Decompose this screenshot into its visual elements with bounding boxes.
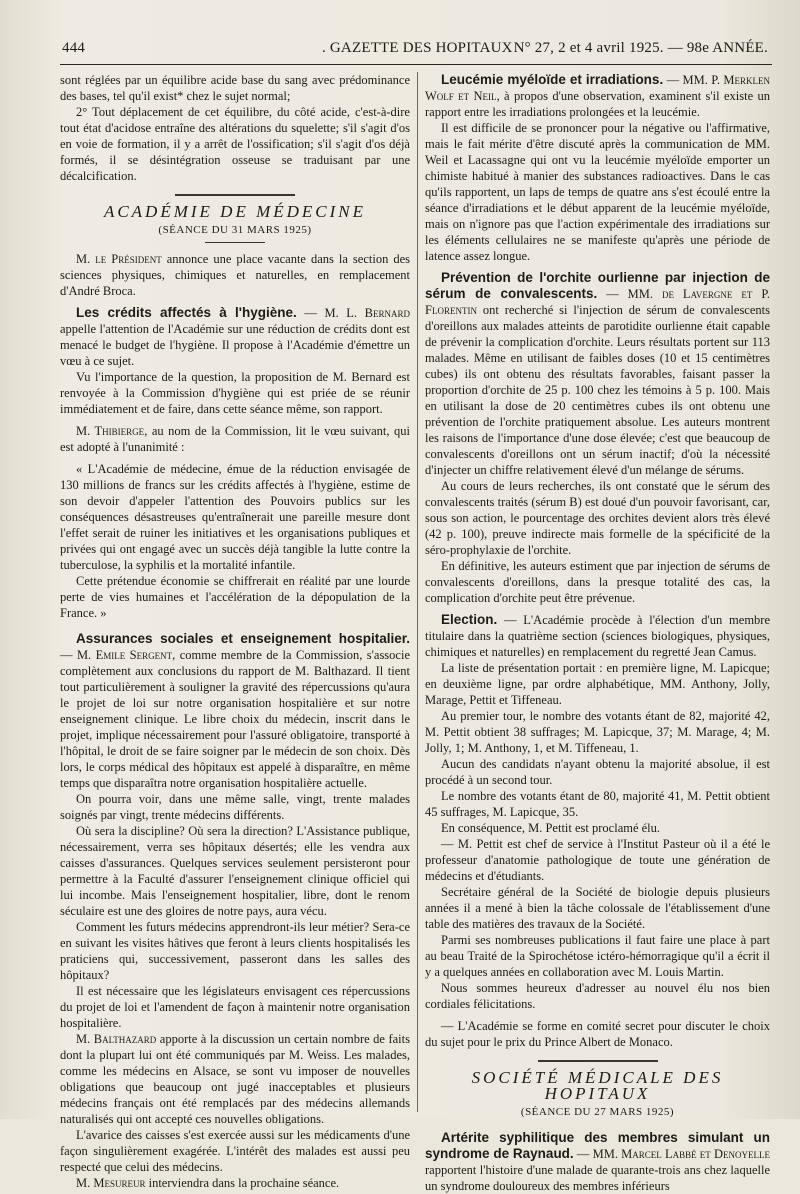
speaker-name: M. Balthazard bbox=[76, 1032, 157, 1046]
paragraph-text: annonce une place vacante dans la section des sciences physiques, chimiques et naturelles, en remplacement d'André Broca. bbox=[60, 252, 410, 298]
paragraph: Vu l'importance de la question, la proposition de M. Bernard est renvoyée à la Commission d'hygiène qui est priée de se réunir immédiatement et de faire, dans cette séance même, son rapport. bbox=[60, 370, 410, 416]
section-title: ACADÉMIE DE MÉDECINE bbox=[103, 202, 367, 221]
session-date: (SÉANCE DU 27 MARS 1925) bbox=[520, 1106, 675, 1118]
paragraph-text: ont recherché si l'injection de sérum de convalescents d'oreillons aux malades atteints de parotidite ourlienne était capable de prévenir la complication d'orchite. Leurs résultats portent sur 113 malades. Même en utilisant de faibles doses (10 et 15 centimètres cubes) ils ont obtenu des résultats favorables, faisant passer la proportion d'orchite de 25 p. 100 chez les témoins à 5 p. 100. Mais en utilisant la dose de 20 centimètres cubes ils ont obtenu une prévention de l'orchite pratiquement absolue. Les auteurs montrent les raisons de l'importance d'une dose élevée; c'est que beaucoup de convalescents d'oreillons ont un sérum inactif; d'où la nécessité d'injecter un chiffre relativement élevé d'un mélange de sérums. bbox=[425, 303, 770, 477]
right-column bbox=[425, 72, 770, 1194]
paragraph-text: , au nom de la Commission, lit le vœu suivant, qui est adopté à l'unanimité : bbox=[60, 424, 410, 454]
paragraph: Il est nécessaire que les législateurs envisagent ces répercussions du projet de loi et l'amendent de façon à maintenir notre organisation hospitalière. bbox=[60, 984, 410, 1030]
paragraph: Prévention de l'orchite ourlienne par injection de sérum de convalescents. — MM. de Lavergne et P. Florentin ont recherché si l'injection de sérum de convalescents d'oreillons aux malades atteints de parotidite ourlienne était capable de prévenir la complication d'orchite. Leurs résultats portent sur 113 malades. Même en utilisant de faibles doses (10 et 15 centimètres cubes) ils ont obtenu des résultats favorables, faisant passer la proportion d'orchite de 25 p. 100 chez les témoins à 5 p. 100. Mais en utilisant la dose de 20 centimètres cubes ils ont obtenu une prévention de l'orchite pratiquement absolue. Les auteurs montrent les raisons de l'importance d'une dose élevée; c'est que beaucoup de convalescents d'oreillons ont un sérum inactif; d'où la nécessité d'injecter un chiffre relativement élevé d'un mélange de sérums. bbox=[425, 270, 771, 477]
paragraph-text: apporte à la discussion un certain nombre de faits dont la plupart lui ont été communiqués par M. Weiss. Les malades, comme les médecins en Alsace, se sont vu imposer de nouvelles obligations que beaucoup ont jugé inacceptables et plusieurs médecins français ont été remplacés par des médecins allemands naturalisés qui ont accepté ces nouvelles obligations. bbox=[60, 1032, 410, 1126]
paragraph: — L'Académie se forme en comité secret pour discuter le choix du sujet pour le prix du Prince Albert de Monaco. bbox=[425, 1019, 770, 1049]
paragraph: Artérite syphilitique des membres simulant un syndrome de Raynaud. — MM. Marcel Labbé et Denoyelle rapportent l'histoire d'une malade de quarante-trois ans chez laquelle un syndrome douloureux des membres inférieurs bbox=[425, 1130, 770, 1193]
column-divider bbox=[417, 72, 418, 1112]
article-heading: Prévention de l'orchite ourlienne par injection de sérum de convalescents. bbox=[425, 270, 770, 301]
paragraph: Au premier tour, le nombre des votants étant de 82, majorité 42, M. Pettit obtient 38 suffrages; M. Lapicque, 37; M. Marage, 4; M. Jolly, 1; M. Anthony, 1, et M. Tiffeneau, 1. bbox=[425, 709, 770, 755]
article-heading: Leucémie myéloïde et irradiations. bbox=[441, 72, 664, 87]
journal-title: . GAZETTE DES HOPITAUX bbox=[322, 40, 513, 56]
paragraph: Comment les futurs médecins apprendront-ils leur métier? Sera-ce en suivant les visites hâtives que feront à leurs clients hospitalisés les praticiens qui, successivement, passeront dans les salles des hôpitaux? bbox=[60, 920, 410, 982]
page-header bbox=[62, 38, 768, 62]
issue-info: N° 27, 2 et 4 avril 1925. — 98e ANNÉE. bbox=[513, 40, 768, 56]
paragraph: En conséquence, M. Pettit est proclamé élu. bbox=[441, 821, 661, 835]
paragraph bbox=[425, 612, 770, 660]
paragraph: sont réglées par un équilibre acide base du sang avec prédominance des bases, tel qu'il exist* chez le sujet normal; bbox=[60, 73, 410, 103]
speaker-name: MM. Marcel Labbé et Denoyelle bbox=[592, 1147, 770, 1161]
paragraph-text: , à propos d'une observation, examinent s'il existe un rapport entre les irradiations prolongées et la leucémie. bbox=[425, 89, 770, 119]
speaker-name: MM. P. Merklen Wolf et Neil bbox=[425, 73, 771, 103]
article-heading: Assurances sociales et enseignement hospitalier. bbox=[76, 631, 410, 646]
paragraph: Au cours de leurs recherches, ils ont constaté que le sérum des convalescents traités (sérum B) est doué d'un pouvoir favorisant, car, sous son action, le pourcentage des orchites devient alors très élevé (42 p. 100), preuve indirecte mais formelle de la spécificité de la séro-prophylaxie de l'orchite. bbox=[425, 479, 770, 557]
speaker-name: MM. de Lavergne et P. Florentin bbox=[425, 287, 771, 317]
paragraph: Où sera la discipline? Où sera la direction? L'Assistance publique, nécessairement, verra ses hôpitaux désertés; elle les vendra aux caisses d'assurances. Quelques services seulement persisteront pour permettre à la Faculté d'assurer l'enseignement clinique officiel qui lui incombe. Mais l'enseignement hospitalier, libre, dont le renom séculaire est une des gloires de notre pays, aura vécu. bbox=[60, 824, 410, 918]
speaker-name: M. Emile Sergent bbox=[76, 648, 173, 662]
paragraph bbox=[60, 251, 410, 299]
paragraph: Assurances sociales et enseignement hospitalier. — M. Emile Sergent, comme membre de la Commission, s'associe complètement aux conclusions du rapport de M. Balthazard. Il tient tout particulièrement à souligner la gravité des répercussions qu'aura le projet de loi sur notre organisation hospitalière et sur notre enseignement clinique. Le libre choix du médecin, inscrit dans le projet, implique nécessairement pour l'assuré obligatoire, transporté à l'hôpital, le droit de se faire soigner par le médecin de son choix. Dès lors, le corps médical des hôpitaux est appelé à disparaître, en même temps que disparaîtra notre organisation hospitalière actuelle. bbox=[60, 631, 410, 790]
paragraph: Secrétaire général de la Société de biologie depuis plusieurs années il a mené à bien la tâche colossale de l'établissement d'une table des matières des travaux de la Société. bbox=[425, 885, 770, 931]
paragraph bbox=[60, 1175, 410, 1191]
header-rule bbox=[60, 64, 772, 65]
article-heading: Les crédits affectés à l'hygiène. bbox=[76, 305, 297, 320]
paragraph-text: interviendra dans la prochaine séance. bbox=[145, 1176, 340, 1190]
paragraph: Cette prétendue économie se chiffrerait en réalité par une lourde perte de vies humaines et l'accélération de la dépopulation de la France. » bbox=[60, 574, 410, 620]
speaker-name: M. L. Bernard bbox=[324, 306, 411, 320]
paragraph: Aucun des candidats n'ayant obtenu la majorité absolue, il est procédé à un second tour. bbox=[425, 757, 770, 787]
section-rule bbox=[175, 194, 295, 196]
speaker-name: M. le Président bbox=[76, 252, 162, 266]
paragraph-text: , comme membre de la Commission, s'associe complètement aux conclusions du rapport de M. Balthazard. Il tient tout particulièrement à souligner la gravité des répercussions qu'aura le projet de loi sur notre organisation hospitalière et sur notre enseignement clinique. Le libre choix du médecin, inscrit dans le projet, implique nécessairement pour l'assuré obligatoire, transporté à l'hôpital, le droit de se faire soigner par le médecin de son choix. Dès lors, le corps médical des hôpitaux est appelé à disparaître, en même temps que disparaîtra notre organisation hospitalière actuelle. bbox=[60, 648, 410, 790]
article-heading: Artérite syphilitique des membres simulant un syndrome de Raynaud. bbox=[425, 1130, 770, 1161]
paragraph: En définitive, les auteurs estiment que par injection de sérums de convalescents d'oreillons, dans la presque totalité des cas, la complication d'orchite peut être prévenue. bbox=[425, 559, 770, 605]
paragraph: Leucémie myéloïde et irradiations. — MM. P. Merklen Wolf et Neil, à propos d'une observation, examinent s'il existe un rapport entre les irradiations prolongées et la leucémie. bbox=[425, 72, 771, 119]
page-number: 444 bbox=[62, 40, 86, 56]
section-title: SOCIÉTÉ MÉDICALE DES HOPITAUX bbox=[471, 1068, 724, 1103]
paragraph-text: rapportent l'histoire d'une malade de quarante-trois ans chez laquelle un syndrome douloureux des membres inférieurs bbox=[425, 1163, 770, 1193]
speaker-name: M. Thibierge bbox=[76, 424, 145, 438]
paragraph bbox=[60, 1031, 410, 1127]
speaker-name: M. Mesureur bbox=[76, 1176, 146, 1190]
paragraph: La liste de présentation portait : en première ligne, M. Lapicque; en deuxième ligne, par ordre alphabétique, MM. Anthony, Jolly, Marage, Pettit et Tiffeneau. bbox=[425, 661, 770, 707]
paragraph: Le nombre des votants étant de 80, majorité 41, M. Pettit obtient 45 suffrages, M. Lapicque, 35. bbox=[425, 789, 770, 819]
paragraph: Nous sommes heureux d'adresser au nouvel élu nos bien cordiales félicitations. bbox=[425, 981, 770, 1011]
session-date: (SÉANCE DU 31 MARS 1925) bbox=[158, 224, 312, 236]
paragraph: Les crédits affectés à l'hygiène. — M. L. Bernard appelle l'attention de l'Académie sur une réduction de crédits dont est menacé le budget de l'hygiène. Il propose à l'Académie d'émettre un vœu à ce sujet. bbox=[60, 305, 411, 368]
article-heading: Election. bbox=[441, 612, 498, 627]
paragraph: L'avarice des caisses s'est exercée aussi sur les médicaments d'une façon singulièrement exagérée. L'intérêt des malades est aussi peu respecté que celui des médecins. bbox=[60, 1128, 410, 1174]
section-rule bbox=[538, 1060, 658, 1062]
divider bbox=[205, 242, 265, 243]
paragraph: On pourra voir, dans une même salle, vingt, trente malades soignés par vingt, trente médecins différents. bbox=[60, 792, 410, 822]
paragraph: « L'Académie de médecine, émue de la réduction envisagée de 130 millions de francs sur les crédits affectés à l'hygiène, estime de son devoir d'appeler l'attention des Pouvoirs publics sur les conséquences désastreuses qu'entraînerait une pareille mesure dont l'effet serait de ruiner les initiatives et les organisations publiques et privées qui ont engagé avec un succès déjà tangible la lutte contre la tuberculose, la syphilis et la mortalité infantile. bbox=[60, 462, 410, 572]
paragraph-text: — L'Académie procède à l'élection d'un membre titulaire dans la quatrième section (sciences biologiques, physiques, chimiques et naturelles) en remplacement du regretté Jean Camus. bbox=[425, 613, 770, 659]
paragraph bbox=[60, 423, 410, 455]
paragraph: Parmi ses nombreuses publications il faut faire une place à part au beau Traité de la Spirochétose ictéro-hémorragique qu'il a écrit il y a quelques années en collaboration avec M. Louis Martin. bbox=[425, 933, 770, 979]
paragraph: 2° Tout déplacement de cet équilibre, du côté acide, c'est-à-dire tout état d'acidose entraîne des altérations du squelette; s'il s'agit d'os en voie de formation, il y a arrêt de l'ossification; s'il s'agit d'os déjà formés, il se désintégration osseuse se traduisant par une décalcification. bbox=[60, 105, 410, 183]
paragraph: — M. Pettit est chef de service à l'Institut Pasteur où il a été le professeur d'anatomie pathologique de toute une génération de médecins et d'étudiants. bbox=[425, 837, 770, 883]
left-column bbox=[60, 72, 410, 1191]
paragraph: Il est difficile de se prononcer pour la négative ou l'affirmative, mais le fait mérite d'être discuté après la communication de MM. Weil et Lacassagne qui ont vu la leucémie myéloïde emporter un chimiste habitué à manier des substances radioactives. Dans le cas qu'ils rapportent, un laps de temps de quatre ans s'est écoulé entre la séance d'irradiations et le début apparent de la leucémie myéloïde, mais on n'ignore pas que l'action expérimentale des irradiations sur les éléments cellulaires ne se manifeste qu'après une période de latence assez longue. bbox=[425, 121, 770, 263]
paragraph-text: appelle l'attention de l'Académie sur une réduction de crédits dont est menacé le budget de l'hygiène. Il propose à l'Académie d'émettre un vœu à ce sujet. bbox=[60, 322, 410, 368]
